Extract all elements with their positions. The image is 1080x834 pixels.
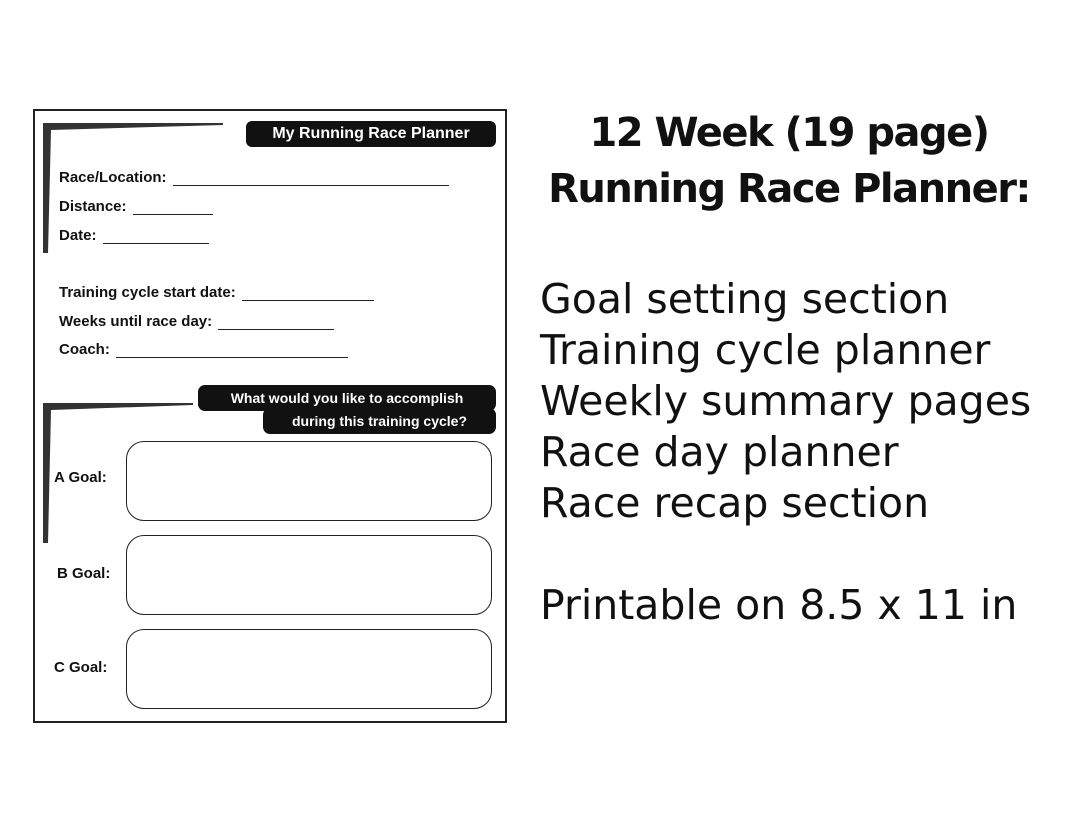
training-start-field	[59, 284, 374, 301]
training-start-blank	[242, 286, 374, 301]
distance-blank	[133, 200, 213, 215]
a-goal-box	[126, 441, 492, 521]
weeks-until-blank	[218, 315, 334, 330]
c-goal-box	[126, 629, 492, 709]
c-goal-label: C Goal:	[54, 659, 108, 676]
race-location-blank	[173, 171, 449, 186]
goal-question-line2: during this training cycle?	[263, 408, 496, 434]
date-field	[59, 227, 209, 244]
a-goal-label: A Goal:	[54, 469, 107, 486]
feature-item: Training cycle planner	[540, 326, 991, 374]
feature-item: Weekly summary pages	[540, 377, 1032, 425]
weeks-until-label: Weeks until race day:	[59, 313, 213, 330]
weeks-until-field	[59, 313, 334, 330]
b-goal-label: B Goal:	[57, 565, 111, 582]
feature-item: Race day planner	[540, 428, 899, 476]
planner-title: My Running Race Planner	[246, 121, 496, 147]
race-location-label: Race/Location:	[59, 169, 167, 186]
date-blank	[103, 229, 209, 244]
coach-blank	[116, 343, 348, 358]
feature-item: Goal setting section	[540, 275, 950, 323]
coach-field	[59, 341, 348, 358]
product-heading-line1: 12 Week (19 page)	[589, 110, 989, 156]
coach-label: Coach:	[59, 341, 110, 358]
date-label: Date:	[59, 227, 97, 244]
b-goal-box	[126, 535, 492, 615]
product-heading-line2: Running Race Planner:	[548, 166, 1030, 212]
goal-question-line1: What would you like to accomplish	[198, 385, 496, 411]
feature-item: Race recap section	[540, 479, 930, 527]
planner-page-preview	[33, 109, 507, 723]
distance-label: Distance:	[59, 198, 127, 215]
race-location-field	[59, 169, 449, 186]
distance-field	[59, 198, 213, 215]
printable-note: Printable on 8.5 x 11 in	[540, 581, 1018, 629]
feature-list	[540, 274, 1031, 529]
training-start-label: Training cycle start date:	[59, 284, 236, 301]
